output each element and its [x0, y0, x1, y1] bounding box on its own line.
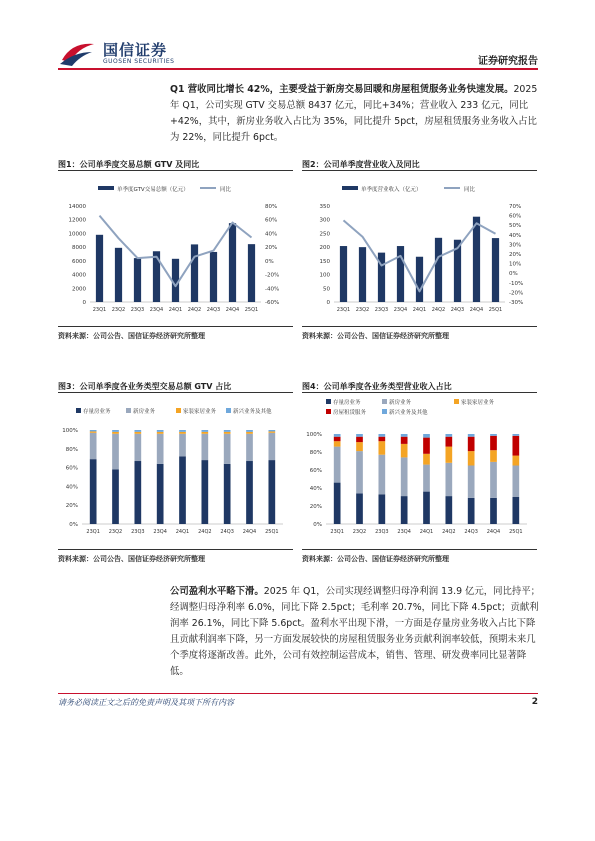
fig4-seg-23Q4-1 [401, 457, 408, 496]
fig4-xtick-23Q1: 23Q1 [330, 529, 344, 535]
header-divider [58, 68, 538, 70]
fig2-bar-23Q2 [359, 247, 366, 302]
fig3-xtick-23Q2: 23Q2 [108, 529, 123, 535]
fig1-yright-tick-3: 0% [265, 258, 274, 265]
fig1-bar-24Q4 [229, 223, 236, 302]
fig1-bar-23Q1 [96, 235, 103, 302]
fig1-bar-23Q3 [134, 258, 141, 302]
fig4-ytick-3: 60% [309, 468, 322, 474]
fig4-legend-swatch-0 [326, 399, 331, 404]
fig3-seg-25Q1-1 [268, 433, 275, 460]
fig3-bottom-rule [58, 549, 293, 550]
fig3-seg-23Q4-3 [157, 430, 164, 432]
fig3-seg-23Q1-0 [90, 459, 97, 524]
fig1-bar-24Q2 [191, 244, 198, 302]
footer-divider [58, 693, 538, 694]
fig2-bottom-rule [302, 326, 537, 327]
fig4-seg-24Q3-4 [468, 434, 475, 437]
fig4-xtick-24Q4: 24Q4 [486, 529, 501, 535]
fig3-xtick-23Q1: 23Q1 [86, 529, 100, 535]
fig3-xtick-24Q4: 24Q4 [242, 529, 257, 535]
fig4-seg-23Q1-0 [334, 483, 341, 524]
fig4-seg-24Q2-0 [445, 496, 452, 524]
fig1-yleft-tick-6: 12000 [68, 217, 86, 224]
fig4-legend-swatch-1 [382, 399, 387, 404]
section1-body: 2025 年 Q1，公司实现 GTV 交易总额 8437 亿元，同比+34%；营业收入 233 亿元，同比+42%，其中，新房业务收入占比为 35%，同比提升 5pct，房屋租赁服务业务收入占比为 22%，同比提升 6pct。 [170, 84, 538, 143]
fig2-legend-bar-label: 单季度营业收入（亿元） [361, 187, 422, 193]
fig4-seg-25Q1-0 [512, 497, 519, 524]
fig2-bar-24Q4 [473, 217, 480, 302]
fig4-legend-label-1: 新房业务 [389, 400, 412, 406]
fig4-seg-24Q4-0 [490, 498, 497, 524]
fig3-title-rule [58, 392, 293, 393]
fig3-legend-label-3: 新兴业务及其他 [233, 409, 272, 415]
fig4-ytick-0: 0% [313, 522, 322, 528]
fig2-yleft-tick-7: 350 [319, 204, 330, 210]
fig4-seg-25Q1-4 [512, 434, 519, 436]
fig4-seg-23Q1-1 [334, 447, 341, 483]
fig4-source: 资料来源：公司公告、国信证券经济研究所整理 [302, 555, 449, 563]
fig3-seg-23Q2-2 [112, 432, 119, 434]
fig4-seg-23Q4-3 [401, 437, 408, 444]
fig4-seg-23Q1-2 [334, 441, 341, 446]
fig4-xtick-23Q4: 23Q4 [397, 529, 411, 535]
fig2-yright-tick-5: 20% [509, 252, 522, 258]
fig3-xtick-24Q2: 24Q2 [198, 529, 212, 535]
fig1-legend-bar-swatch [98, 186, 114, 190]
fig4-seg-24Q4-1 [490, 462, 497, 498]
fig3-legend-label-2: 家装家居业务 [183, 409, 217, 415]
fig3-seg-24Q1-3 [179, 430, 186, 432]
fig4-xtick-25Q1: 25Q1 [509, 529, 523, 535]
fig4-seg-24Q2-2 [445, 447, 452, 463]
brand-name-cn: 国信证券 [103, 41, 168, 59]
fig3-legend-label-0: 存量房业务 [83, 409, 111, 415]
fig2-yright-tick-10: 70% [509, 204, 522, 210]
fig3-legend-swatch-2 [176, 408, 181, 413]
fig4-bottom-rule [302, 549, 537, 550]
fig1-xtick-24Q3: 24Q3 [206, 307, 221, 313]
fig4-seg-25Q1-1 [512, 466, 519, 498]
fig1-xtick-23Q1: 23Q1 [92, 307, 107, 313]
fig2-yright-tick-0: -30% [509, 300, 524, 306]
fig3-seg-24Q4-1 [246, 434, 253, 461]
fig3-title: 图3：公司单季度各业务类型交易总额 GTV 占比 [58, 382, 232, 391]
fig4-legend-label-2: 家装家居业务 [461, 400, 495, 406]
fig2-yleft-tick-2: 100 [319, 272, 330, 279]
fig4-ytick-4: 80% [309, 450, 322, 456]
fig1-yright-tick-1: -40% [265, 286, 280, 293]
fig3-seg-25Q1-0 [268, 460, 275, 524]
fig1-yright-tick-4: 20% [265, 245, 278, 252]
fig3-seg-23Q1-3 [90, 430, 97, 431]
fig3-seg-24Q1-1 [179, 434, 186, 457]
fig2-yleft-tick-3: 150 [319, 258, 330, 265]
fig3-seg-24Q4-2 [246, 432, 253, 434]
fig2-yright-tick-8: 50% [509, 223, 522, 230]
fig4-seg-24Q3-2 [468, 451, 475, 465]
fig1-bar-24Q1 [172, 259, 179, 302]
fig1-yleft-tick-3: 6000 [72, 258, 86, 265]
fig4-seg-25Q1-2 [512, 456, 519, 466]
fig4-title: 图4：公司单季度各业务类型营业收入占比 [302, 382, 452, 391]
fig2-yleft-tick-1: 50 [323, 286, 330, 293]
fig4-seg-24Q3-0 [468, 498, 475, 524]
fig4-seg-24Q2-4 [445, 434, 452, 437]
fig1-yleft-tick-4: 8000 [72, 245, 86, 252]
fig1-yleft-tick-0: 0 [82, 300, 86, 306]
fig4-seg-23Q2-3 [356, 437, 363, 442]
fig3-seg-23Q1-1 [90, 433, 97, 459]
fig1-yright-tick-6: 60% [265, 217, 278, 224]
fig2-bar-23Q4 [397, 246, 404, 302]
fig2-xtick-24Q1: 24Q1 [412, 307, 427, 313]
fig2-yright-tick-1: -20% [509, 290, 524, 297]
fig1-bar-25Q1 [248, 244, 255, 302]
fig4-seg-23Q3-1 [378, 455, 385, 495]
fig4-xtick-24Q1: 24Q1 [419, 529, 434, 535]
brand-name-en: GUOSEN SECURITIES [103, 58, 175, 65]
fig2-yleft-tick-4: 200 [319, 245, 330, 252]
fig4-chart [302, 394, 537, 546]
fig1-xtick-24Q1: 24Q1 [168, 307, 183, 313]
fig3-seg-24Q2-1 [201, 434, 208, 460]
fig1-bar-24Q3 [210, 252, 217, 302]
section1-heading: Q1 营收同比增长 42%，主要受益于新房交易回暖和房屋租赁服务业务快速发展。 [170, 84, 514, 95]
fig2-xtick-24Q2: 24Q2 [431, 307, 446, 313]
page-number: 2 [531, 697, 538, 707]
fig3-seg-25Q1-2 [268, 431, 275, 432]
fig2-title: 图2：公司单季度营业收入及同比 [302, 160, 420, 169]
fig2-xtick-23Q1: 23Q1 [336, 307, 351, 313]
fig1-xtick-23Q2: 23Q2 [111, 307, 126, 313]
fig4-xtick-24Q3: 24Q3 [464, 529, 478, 535]
fig4-ytick-5: 100% [306, 432, 322, 438]
fig2-yleft-tick-0: 0 [326, 300, 330, 306]
fig3-seg-23Q3-1 [134, 434, 141, 461]
fig4-seg-24Q1-3 [423, 438, 430, 454]
fig2-yright-tick-2: -10% [509, 280, 524, 287]
fig4-seg-23Q2-1 [356, 451, 363, 493]
fig2-bar-25Q1 [492, 238, 499, 302]
fig3-seg-23Q4-0 [157, 464, 164, 524]
section2-heading: 公司盈利水平略下滑。 [170, 586, 264, 597]
fig3-seg-23Q2-0 [112, 469, 119, 524]
fig4-seg-23Q4-0 [401, 496, 408, 524]
fig3-seg-23Q4-2 [157, 432, 164, 434]
fig2-xtick-24Q3: 24Q3 [450, 307, 465, 313]
fig4-seg-23Q1-4 [334, 434, 341, 437]
fig4-legend-swatch-3 [326, 409, 331, 414]
fig1-xtick-25Q1: 25Q1 [244, 307, 259, 313]
fig1-xtick-23Q3: 23Q3 [130, 307, 145, 313]
fig3-seg-23Q2-1 [112, 434, 119, 470]
fig1-yright-tick-7: 80% [265, 204, 278, 210]
fig3-xtick-23Q4: 23Q4 [153, 529, 167, 535]
fig2-yright-tick-6: 30% [509, 242, 522, 249]
report-type: 证券研究报告 [478, 56, 538, 67]
fig1-bottom-rule [58, 326, 293, 327]
fig1-xtick-24Q4: 24Q4 [225, 307, 240, 313]
fig2-xtick-23Q4: 23Q4 [393, 307, 408, 313]
fig1-bar-23Q2 [115, 248, 122, 302]
fig2-yright-tick-9: 60% [509, 213, 522, 220]
fig3-seg-23Q3-0 [134, 461, 141, 524]
fig2-yright-tick-3: 0% [509, 271, 518, 278]
fig4-seg-23Q4-4 [401, 434, 408, 437]
fig3-legend-swatch-0 [76, 408, 81, 413]
fig4-seg-23Q3-3 [378, 437, 385, 442]
fig3-seg-24Q4-0 [246, 461, 253, 524]
fig4-seg-24Q4-3 [490, 436, 497, 450]
fig3-source: 资料来源：公司公告、国信证券经济研究所整理 [58, 555, 205, 563]
fig3-seg-23Q1-2 [90, 431, 97, 432]
fig2-legend-bar-swatch [342, 186, 358, 190]
fig4-seg-24Q1-4 [423, 434, 430, 438]
fig1-yright-tick-5: 40% [265, 231, 278, 238]
fig4-seg-23Q3-4 [378, 434, 385, 437]
fig3-legend-label-1: 新房业务 [133, 409, 156, 415]
fig1-yleft-tick-5: 10000 [68, 231, 86, 238]
fig1-yleft-tick-1: 2000 [72, 286, 86, 293]
fig3-legend-swatch-3 [226, 408, 231, 413]
fig2-xtick-24Q4: 24Q4 [469, 307, 484, 313]
fig3-xtick-23Q3: 23Q3 [131, 529, 145, 535]
fig3-xtick-24Q1: 24Q1 [175, 529, 190, 535]
fig4-seg-23Q2-0 [356, 493, 363, 524]
fig4-seg-23Q3-0 [378, 494, 385, 524]
fig3-seg-24Q3-0 [224, 464, 231, 524]
fig4-seg-24Q1-1 [423, 465, 430, 492]
fig1-yleft-tick-7: 14000 [68, 204, 86, 210]
section2-paragraph [170, 584, 540, 680]
fig4-seg-24Q3-1 [468, 466, 475, 498]
fig1-xtick-23Q4: 23Q4 [149, 307, 164, 313]
fig2-source: 资料来源：公司公告、国信证券经济研究所整理 [302, 332, 449, 340]
fig1-title: 图1：公司单季度交易总额 GTV 及同比 [58, 160, 200, 169]
fig2-yleft-tick-6: 300 [319, 217, 330, 224]
fig3-ytick-5: 100% [62, 428, 78, 434]
fig1-source: 资料来源：公司公告、国信证券经济研究所整理 [58, 332, 205, 340]
fig2-yleft-tick-5: 250 [319, 231, 330, 238]
fig2-legend-line-label: 同比 [464, 187, 476, 193]
fig3-seg-24Q1-0 [179, 456, 186, 524]
fig2-bar-23Q1 [340, 246, 347, 302]
fig3-seg-25Q1-3 [268, 430, 275, 431]
fig4-seg-24Q1-0 [423, 492, 430, 524]
fig1-yleft-tick-2: 4000 [72, 272, 86, 279]
fig4-seg-24Q4-2 [490, 450, 497, 462]
fig1-xtick-24Q2: 24Q2 [187, 307, 202, 313]
fig2-chart [302, 172, 537, 322]
section1-paragraph [170, 82, 540, 146]
fig3-ytick-0: 0% [69, 522, 78, 528]
fig4-legend-label-4: 新兴业务及其他 [389, 410, 428, 416]
guosen-logo-icon [58, 38, 98, 68]
fig1-chart [58, 172, 293, 322]
fig2-xtick-23Q2: 23Q2 [355, 307, 370, 313]
fig3-ytick-4: 80% [65, 446, 78, 453]
fig4-seg-24Q1-2 [423, 454, 430, 465]
fig4-legend-label-0: 存量房业务 [333, 400, 361, 406]
fig3-seg-24Q3-1 [224, 434, 231, 464]
fig4-seg-23Q1-3 [334, 437, 341, 442]
fig2-title-rule [302, 170, 537, 171]
fig4-seg-24Q4-4 [490, 434, 497, 436]
fig3-chart [58, 394, 293, 546]
fig4-seg-23Q2-4 [356, 434, 363, 437]
fig4-ytick-2: 40% [309, 486, 322, 492]
fig1-title-rule [58, 170, 293, 171]
fig3-xtick-24Q3: 24Q3 [220, 529, 234, 535]
fig3-seg-24Q2-3 [201, 430, 208, 432]
fig3-seg-24Q3-2 [224, 432, 231, 434]
fig4-xtick-23Q3: 23Q3 [375, 529, 389, 535]
fig3-ytick-3: 60% [65, 465, 78, 472]
fig4-seg-24Q2-3 [445, 437, 452, 447]
fig4-seg-24Q3-3 [468, 437, 475, 451]
fig4-legend-swatch-2 [454, 399, 459, 404]
fig4-seg-23Q4-2 [401, 444, 408, 458]
fig2-xtick-23Q3: 23Q3 [374, 307, 389, 313]
fig4-title-rule [302, 392, 537, 393]
fig3-legend-swatch-1 [126, 408, 131, 413]
fig3-seg-24Q1-2 [179, 432, 186, 434]
fig2-xtick-25Q1: 25Q1 [488, 307, 503, 313]
fig4-seg-23Q3-2 [378, 441, 385, 455]
fig3-seg-24Q2-0 [201, 460, 208, 524]
fig4-legend-label-3: 房屋租赁服务 [333, 410, 367, 416]
fig2-yright-tick-7: 40% [509, 232, 522, 239]
footer-disclaimer: 请务必阅读正文之后的免责声明及其项下所有内容 [58, 698, 234, 707]
fig3-ytick-2: 40% [65, 484, 78, 491]
fig3-seg-24Q2-2 [201, 432, 208, 434]
fig3-seg-24Q3-3 [224, 430, 231, 432]
fig3-seg-24Q4-3 [246, 430, 253, 432]
fig2-bar-24Q1 [416, 257, 423, 302]
fig1-legend-line-label: 同比 [220, 187, 232, 193]
fig4-seg-23Q2-2 [356, 442, 363, 451]
section2-body: 2025 年 Q1，公司实现经调整归母净利润 13.9 亿元，同比持平；经调整归母净利率 6.0%，同比下降 2.5pct；毛利率 20.7%，同比下降 4.5pct；贡献利润率 26.1%，同比下降 5.6pct。盈利水平出现下滑，一方面是存量房业务收入占比下降且贡献利润率下降，另一方面发展较快的房屋租赁服务业务贡献利润率较低，预期未来几个季度将逐渐改善。此外，公司有效控制运营成本，销售、管理、研发费率同比显著降低。 [170, 586, 541, 677]
fig3-seg-23Q2-3 [112, 430, 119, 432]
fig3-xtick-25Q1: 25Q1 [265, 529, 279, 535]
fig3-seg-23Q3-2 [134, 432, 141, 434]
fig2-yright-tick-4: 10% [509, 261, 522, 268]
fig4-legend-swatch-4 [382, 409, 387, 414]
fig4-xtick-23Q2: 23Q2 [352, 529, 367, 535]
fig1-legend-bar-label: 单季度GTV交易总额（亿元） [117, 187, 189, 193]
fig4-xtick-24Q2: 24Q2 [442, 529, 456, 535]
fig3-ytick-1: 20% [65, 503, 78, 510]
fig3-seg-23Q3-3 [134, 430, 141, 432]
fig4-seg-24Q2-1 [445, 463, 452, 496]
fig1-yright-tick-2: -20% [265, 272, 280, 279]
fig2-bar-24Q2 [435, 238, 442, 302]
fig3-seg-23Q4-1 [157, 434, 164, 464]
fig1-yright-tick-0: -60% [265, 300, 280, 306]
fig4-seg-25Q1-3 [512, 436, 519, 456]
fig4-ytick-1: 20% [309, 504, 322, 510]
